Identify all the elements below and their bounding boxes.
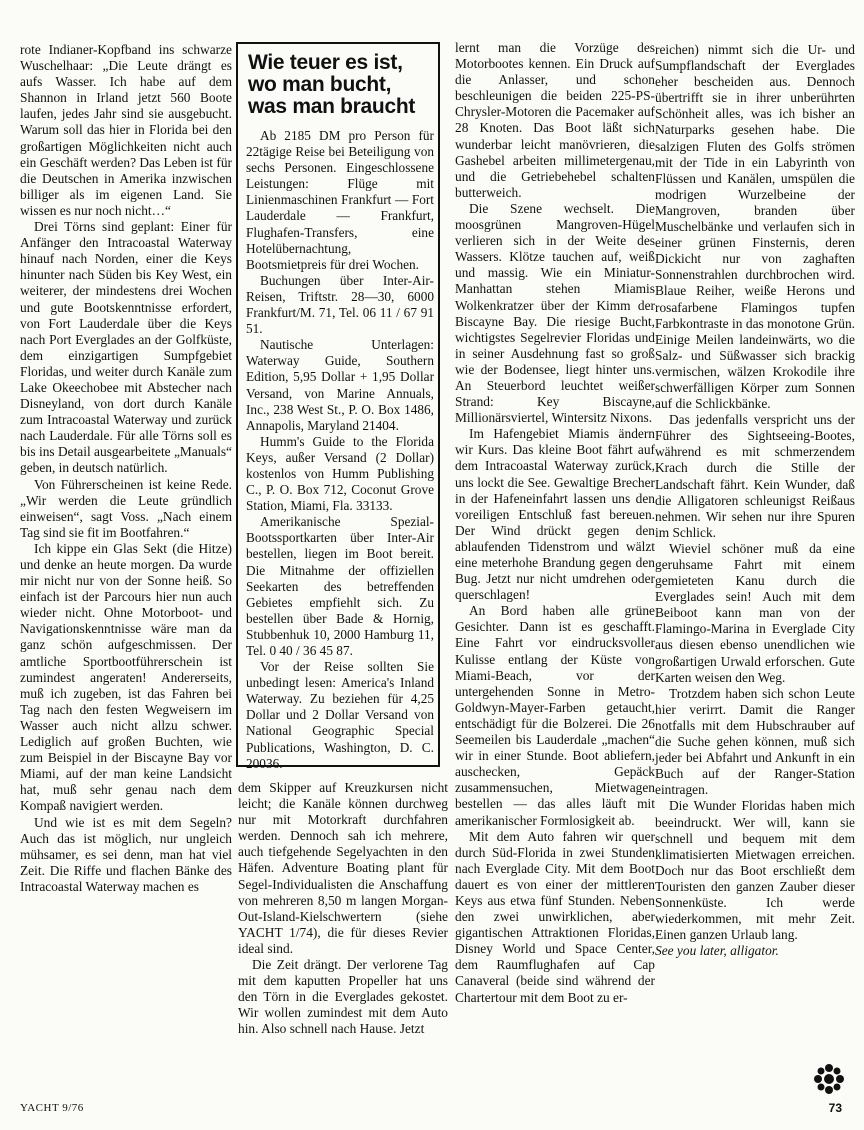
info-box bbox=[236, 42, 440, 771]
paragraph: dem Skipper auf Kreuzkursen nicht leicht; die Kanäle können durchweg nur mit Motorkraft durchfahren werden. Dennoch sah ich mehrere, auch tiefgehende Segelyachten in den Häfen. Adventure Boating plant für Segel-Individualisten die Anschaffung von mehreren 8,50 m langen Morgan-Out-Island-Kielschwertern (siehe YACHT 1/74), die für dieses Revier ideal sind. bbox=[238, 780, 448, 956]
paragraph: Von Führerscheinen ist keine Rede. „Wir werden die Leute gründlich einweisen“, sagt Voss. „Nach einem Tag sind sie fit im Bootfahren.“ bbox=[20, 476, 232, 540]
paragraph: Im Hafengebiet Miamis ändern wir Kurs. Das kleine Boot fährt auf dem Intracoastal Waterway zurück, uns lockt die See. Gewaltige Brecher in der Hafeneinfahrt lassen uns den voreiligen Entschluß fast bereuen. Der Wind drückt gegen den ablaufenden Tidenstrom und wälzt eine meterhohe Brandung gegen den Bug. Jetzt nur nicht umdrehen oder querschlagen! bbox=[455, 426, 655, 603]
end-mark-icon bbox=[812, 1062, 846, 1096]
column-4 bbox=[655, 42, 855, 959]
paragraph: Amerikanische Spezial-Bootssportkarten über Inter-Air bestellen, liegen im Boot bereit. Die Mitnahme der offiziellen Seekarten des betreffenden Gebietes empfiehlt sich. Zu bestellen über Bade & Hornig, Stubbenhuk 10, 2000 Hamburg 11, Tel. 0 40 / 36 45 87. bbox=[246, 514, 434, 658]
paragraph: Humm's Guide to the Florida Keys, außer Versand (2 Dollar) kostenlos von Humm Publishing C., P. O. Box 712, Coconut Grove Station, Miami, Fla. 33133. bbox=[246, 433, 434, 514]
paragraph: Die Wunder Floridas haben mich beeindruckt. Wer will, kann sie schnell und bequem mit dem klimatisierten Mietwagen erreichen. Doch nur das Boot erschließt dem Touristen den ganzen Zauber dieser Sonnenküste. Ich werde wiederkommen, mit mehr Zeit. Einen ganzen Urlaub lang. bbox=[655, 798, 855, 943]
page-number: 73 bbox=[828, 1101, 842, 1115]
paragraph: Ab 2185 DM pro Person für 22tägige Reise bei Beteiligung von sechs Personen. Eingeschlossene Leistungen: Flüge mit Linienmaschinen Frankfurt — Fort Lauderdale — Frankfurt, Flughafen-Transfers, eine Hotelübernachtung, Bootsmietpreis für drei Wochen. bbox=[246, 128, 434, 272]
paragraph: Nautische Unterlagen: Waterway Guide, Southern Edition, 5,95 Dollar + 1,95 Dollar Versand, von Marine Annuals, Inc., 238 West St., P. O. Box 1486, Annapolis, Maryland 21404. bbox=[246, 337, 434, 433]
paragraph: Drei Törns sind geplant: Einer für Anfänger den Intracoastal Waterway hinauf nach Norden, einer die Keys hinunter nach Süden bis Key West, ein weiterer, der mindestens drei Wochen und gute Bootskenntnisse erfordert, von Fort Lauderdale über die Keys nach Port Everglades an der Golfküste, dem einzigartigen Sumpfgebiet Floridas, und weiter durch Kanäle zum Lake Okeechobee mit Abstecher nach Disneyland, von dort durch Kanäle zum Intracoastal Waterway und zurück nach Lauderdale. Für alle Törns soll es bis ins Detail ausgearbeitete „Manuals“ geben, in deutsch natürlich. bbox=[20, 219, 232, 476]
closing-italic: See you later, alligator. bbox=[655, 943, 779, 959]
info-box-body bbox=[246, 128, 434, 772]
paragraph: Die Zeit drängt. Der verlorene Tag mit dem kaputten Propeller hat uns den Törn in die Everglades gekostet. Wir wollen zumindest mit dem Auto hin. Also schnell nach Hause. Jetzt bbox=[238, 957, 448, 1037]
column-1 bbox=[20, 42, 232, 895]
info-box-title: Wie teuer es ist, wo man bucht, was man braucht bbox=[248, 51, 416, 118]
paragraph: Trotzdem haben sich schon Leute hier verirrt. Damit die Ranger notfalls mit dem Hubschrauber auf die Suche gehen können, muß sich jeder bei Abfahrt und Ankunft in ein Buch auf der Ranger-Station eintragen. bbox=[655, 685, 855, 798]
paragraph: Wieviel schöner muß da eine geruhsame Fahrt mit einem gemieteten Kanu durch die Everglades sein! Auch mit dem Beiboot kann man von der Flamingo-Marina in Everglade City aus diesen ebenso unendlichen wie großartigen Urwald erforschen. Gute Karten weisen den Weg. bbox=[655, 540, 855, 685]
closing-line bbox=[655, 943, 855, 959]
paragraph: Mit dem Auto fahren wir quer durch Süd-Florida in zwei Stunden nach Everglade City. Mit dem Boot dauert es von einer der mittleren Keys aus etwa fünf Stunden. Neben den zwei unwirklichen, aber gigantischen Attraktionen Floridas, Disney World und Space Center, dem Raumflughafen auf Cap Canaveral (beide sind während der Chartertour mit dem Boot zu er- bbox=[455, 828, 655, 1005]
paragraph: Vor der Reise sollten Sie unbedingt lesen: America's Inland Waterway. Zu beziehen für 4,25 Dollar und 2 Dollar Versand von National Geographic Special Publications, Washington, D. C. 20036. bbox=[246, 659, 434, 771]
paragraph: An Bord haben alle grüne Gesichter. Dann ist es geschafft. Eine Fahrt vor eindrucksvoller Kulisse entlang der Küste von Miami-Beach, vor der untergehenden Sonne in Metro-Goldwyn-Mayer-Farben getaucht, entschädigt für die Bolzerei. Die 26 Seemeilen bis Lauderdale „machen“ wir in einer Stunde. Boot abliefern, auschecken, Gepäck zusammensuchen, Mietwagen bestellen — das alles läuft mit amerikanischer Formlosigkeit ab. bbox=[455, 603, 655, 828]
paragraph: Die Szene wechselt. Die moosgrünen Mangroven-Hügel verlieren sich in der Weite des Wassers. Klötze tauchen auf, weiß und massig. Wie ein Miniatur-Manhattan stehen Miamis Wolkenkratzer über der Kimm der Biscayne Bay. Die riesige Bucht, wichtigstes Segelrevier Floridas und in seiner Ausdehnung fast so groß wie der Bodensee, liegt hinter uns. An Steuerbord leuchtet weißer Strand: Key Biscayne, Millionärsviertel, Wintersitz Nixons. bbox=[455, 200, 655, 426]
paragraph: Und wie ist es mit dem Segeln? Auch das ist möglich, nur ungleich mühsamer, es sei denn, man hat viel Zeit. Die Riffe und flachen Bänke des Intracoastal Waterway machen es bbox=[20, 814, 232, 894]
paragraph: lernt man die Vorzüge des Motorbootes kennen. Ein Druck auf die Anlasser, und schon beschleunigen die beiden 225-PS-Chrysler-Motoren die Pacemaker auf 28 Knoten. Das Boot läßt sich wunderbar leicht manövrieren, die Gashebel arbeiten millimetergenau, und die Getriebehebel schalten butterweich. bbox=[455, 40, 655, 200]
footer-issue: YACHT 9/76 bbox=[20, 1102, 84, 1114]
column-2-lower bbox=[238, 780, 448, 1038]
paragraph: Das jedenfalls verspricht uns der Führer des Sightseeing-Bootes, während es mit schmerzendem Krach durch die Stille der Landschaft fährt. Kein Wunder, daß die Alligatoren schleunigst Reißaus nehmen. Wir sehen nur ihre Spuren im Schlick. bbox=[655, 412, 855, 540]
paragraph: reichen) nimmt sich die Ur- und Sumpflandschaft der Everglades eher bescheiden aus. Dennoch übertrifft sie in ihrer unberührten Schönheit alles, was ich bisher an Naturparks gesehen habe. Die salzigen Fluten des Golfs strömen mit der Tide in ein Labyrinth von Flüssen und Kanälen, umspülen die modrigen Wurzelbeine der Mangroven, branden über Muschelbänke und verlaufen sich in einer grünen Finsternis, deren Dickicht nur von zaghaften Sonnenstrahlen durchbrochen wird. Blaue Reiher, weiße Herons und rosafarbene Flamingos tupfen Farbkontraste in das monotone Grün. Einige Meilen landeinwärts, wo die Salz- und Süßwasser sich brackig vermischen, wälzen Krokodile ihre schwerfälligen Körper zum Sonnen auf die Schlickbänke. bbox=[655, 42, 855, 412]
column-3 bbox=[455, 40, 655, 1006]
paragraph: Buchungen über Inter-Air-Reisen, Triftstr. 28—30, 6000 Frankfurt/M. 71, Tel. 06 11 / 67 91 51. bbox=[246, 272, 434, 337]
paragraph: Ich kippe ein Glas Sekt (die Hitze) und denke an heute morgen. Da wurde mir nicht nur von der Sonne heiß. So einfach ist der Parcours hier nun auch wieder nicht. Ohne Motorboot- und Navigationskenntnisse wäre man da ganz schön aufgeschmissen. Der amtliche Sportbootführerschein ist zumindest angeraten! Andererseits, muß ich zugeben, ist das Fahren bei Tag nach den festen Wegweisern im Wasser auch nicht allzu schwer. Lediglich auf großen Buchten, wie zum Beispiel in der Biscayne Bay vor Miami, auf der man keine Landsicht hat, muß sehr genau nach dem Kompaß navigiert werden. bbox=[20, 540, 232, 814]
paragraph: rote Indianer-Kopfband ins schwarze Wuschelhaar: „Die Leute drängt es aufs Wasser. Ich habe auf dem Shannon in Irland jetzt 560 Boote laufen, jedes Jahr sind sie ausgebucht. Warum soll das hier in Florida bei den großartigen Möglichkeiten nicht auch ein Geschäft werden? Das Leben ist für die Deutschen in Amerika inzwischen billiger als im eigenen Land. Sie wissen es nur noch nicht…“ bbox=[20, 42, 232, 218]
